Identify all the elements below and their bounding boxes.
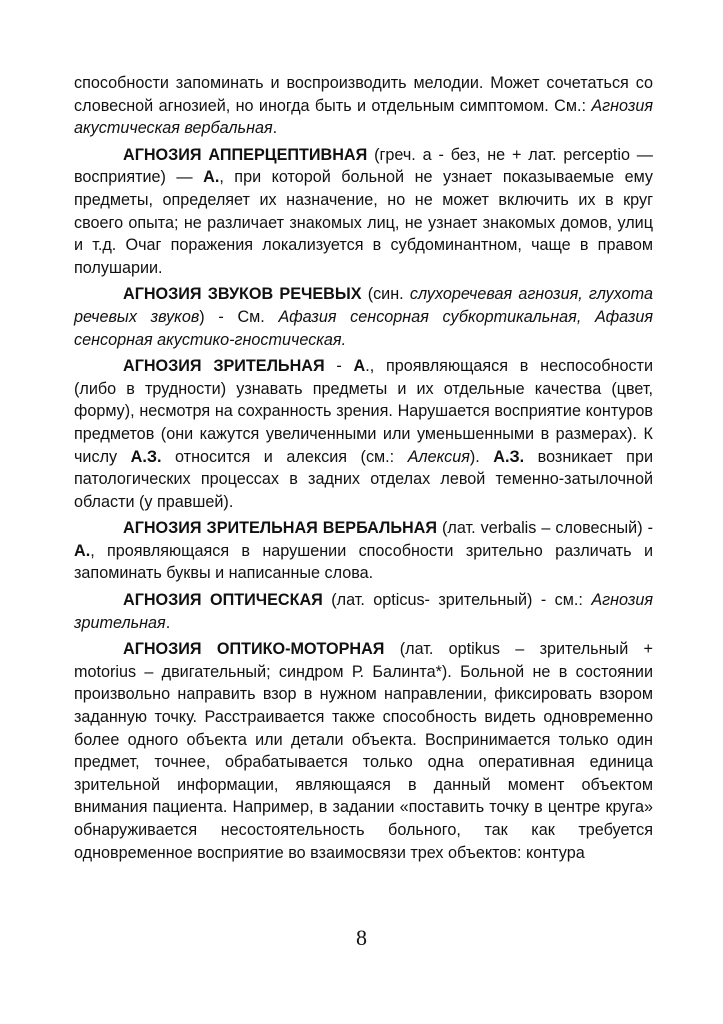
entry-agnosia-optic-motor	[74, 638, 653, 864]
text-run: способности запоминать и воспроизводить мелодии. Может сочетаться со словесной агнозией, но иногда быть и отдельным симптомом. См.:	[74, 74, 653, 115]
abbreviation: А.	[74, 541, 91, 560]
entry-agnosia-apperceptive	[74, 144, 653, 280]
text-run: (лат. optikus – зрительный + motorius – двигательный; синдром Р. Балинта*). Больной не в состоянии произвольно направить взор в нужном направлении, фиксировать взором заданную точку. Расстраивается также способность видеть одновременно более одного объекта или детали объекта. Воспринимается только один предмет, точнее, обрабатывается только одна оперативная единица зрительной информации, являющаяся в данный момент объектом внимания пациента. Например, в задании «поставить точку в центре круга» обнаруживается несостоятельность больного, так как требуется одновременное восприятие во взаимосвязи трех объектов: контура	[74, 640, 653, 862]
abbreviation: А.З.	[493, 447, 525, 466]
cross-reference: Алексия	[407, 447, 470, 466]
text-run: , проявляющаяся в нарушении способности зрительно различать и запоминать буквы и написанные слова.	[74, 541, 653, 583]
cross-reference: Агнозия акустическая вербальная	[74, 96, 653, 138]
synonym: слухоречевая агнозия, глухота речевых звуков	[74, 285, 653, 326]
text-run: ., проявляющаяся в неспособности (либо в трудности) узнавать предметы и их отдельные качества (цвет, форму), несмотря на сохранность зрения. Нарушается восприятие контуров предметов (они кажутся увеличенными или уменьшенными в размерах). К числу	[74, 357, 654, 466]
entry-agnosia-speech-sounds	[74, 283, 653, 351]
text-run: ).	[469, 447, 494, 466]
paragraph-continuation	[74, 72, 653, 140]
entry-agnosia-visual	[74, 355, 653, 513]
page-body	[74, 72, 653, 868]
text-run: , при которой больной не узнает показываемые ему предметы, определяет их назначение, но не может включить их в круг своего опыта; не различает знакомых лиц, не узнает знакомых домов, улиц и т.д. Очаг поражения локализуется в субдоминантном, чаще в правом полушарии.	[74, 168, 654, 277]
abbreviation: А	[353, 357, 366, 376]
entry-heading: АГНОЗИЯ ЗРИТЕЛЬНАЯ	[123, 357, 325, 376]
text-run: (греч. а - без, не + лат. perceptio — восприятие) —	[74, 145, 653, 187]
text-run: (син.	[361, 285, 410, 304]
text-run: (лат. opticus- зрительный) - см.:	[322, 591, 592, 610]
text-run: относится и алексия (см.:	[161, 447, 408, 466]
text-run: .	[165, 613, 171, 632]
abbreviation: А.	[203, 168, 220, 187]
entry-heading: АГНОЗИЯ ЗРИТЕЛЬНАЯ ВЕРБАЛЬНАЯ	[123, 519, 438, 538]
text-run: .	[272, 119, 278, 138]
entry-agnosia-visual-verbal	[74, 517, 653, 585]
entry-agnosia-optical	[74, 589, 653, 634]
text-run: -	[324, 357, 354, 376]
entry-heading: АГНОЗИЯ ОПТИЧЕСКАЯ	[123, 591, 323, 610]
page-number: 8	[356, 925, 367, 950]
entry-heading: АГНОЗИЯ АППЕРЦЕПТИВНАЯ	[123, 145, 368, 164]
text-run: возникает при патологических процессах в задних отделах левой теменно-затылочной области (у правшей).	[74, 447, 653, 511]
entry-heading: АГНОЗИЯ ЗВУКОВ РЕЧЕВЫХ	[123, 285, 362, 304]
cross-reference: Агнозия зрительная	[74, 591, 654, 632]
cross-reference: Афазия сенсорная субкортикальная, Афазия сенсорная акустико-гностическая.	[74, 307, 653, 349]
entry-heading: АГНОЗИЯ ОПТИКО-МОТОРНАЯ	[123, 640, 385, 659]
text-run: (лат. verbalis – словесный) -	[437, 519, 653, 538]
text-run: ) - См.	[199, 307, 279, 326]
abbreviation: А.З.	[130, 447, 162, 466]
